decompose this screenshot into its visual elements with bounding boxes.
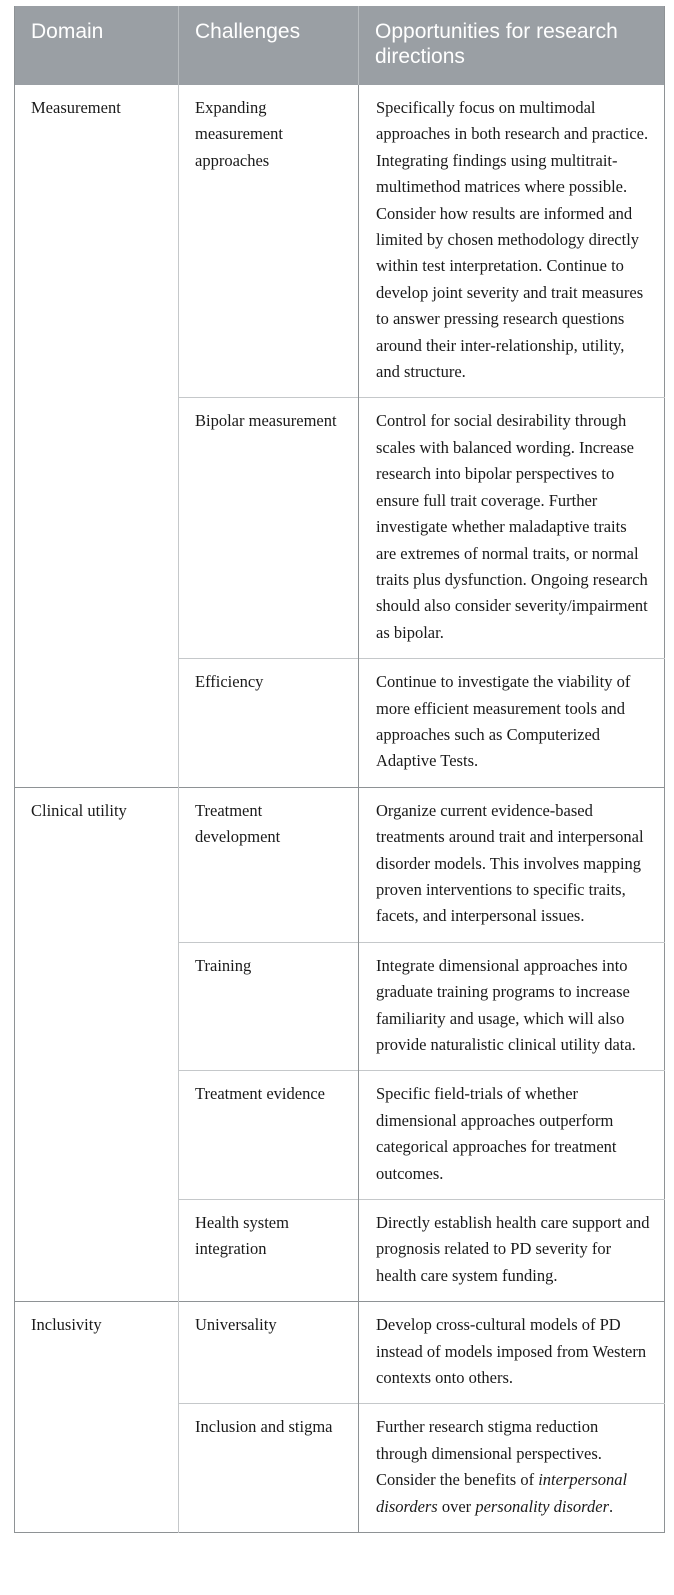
cell-challenge: Treatment evidence	[179, 1071, 359, 1200]
cell-opportunity: Control for social desirability through scales with balanced wording. Increase research into bipolar perspectives to ensure full trait coverage. Further investigate whether maladaptive traits are extremes of normal traits, or normal traits plus dysfunction. Ongoing research should also consider severity/impairment as bipolar.	[359, 398, 665, 659]
cell-opportunity: Integrate dimensional approaches into graduate training programs to increase familiarity and usage, which will also provide naturalistic clinical utility data.	[359, 942, 665, 1071]
cell-challenge: Efficiency	[179, 659, 359, 788]
research-directions-table	[14, 6, 665, 1533]
cell-challenge: Expanding measurement approaches	[179, 85, 359, 398]
cell-opportunity: Organize current evidence-based treatments around trait and interpersonal disorder models. This involves mapping proven interventions to specific traits, facets, and interpersonal issues.	[359, 787, 665, 942]
cell-challenge: Training	[179, 942, 359, 1071]
cell-opportunity	[359, 1404, 665, 1533]
table-body	[15, 85, 665, 1533]
table-header	[15, 6, 665, 85]
table-row	[15, 1302, 665, 1404]
emphasis-text: interpersonal disorders	[376, 1470, 628, 1516]
cell-challenge: Universality	[179, 1302, 359, 1404]
plain-text: over	[437, 1496, 476, 1516]
cell-opportunity: Continue to investigate the viability of more efficient measurement tools and approaches such as Computerized Adaptive Tests.	[359, 659, 665, 788]
cell-challenge: Inclusion and stigma	[179, 1404, 359, 1533]
table-header-row	[15, 6, 665, 85]
column-header-challenges: Challenges	[179, 6, 359, 85]
plain-text: Further research stigma reduction through dimensional perspectives. Consider the benefits of	[376, 1417, 602, 1490]
cell-challenge: Health system integration	[179, 1200, 359, 1302]
cell-domain: Clinical utility	[15, 787, 179, 1302]
cell-opportunity: Specific field-trials of whether dimensional approaches outperform categorical approaches for treatment outcomes.	[359, 1071, 665, 1200]
cell-domain: Inclusivity	[15, 1302, 179, 1533]
table-row	[15, 787, 665, 942]
cell-challenge: Treatment development	[179, 787, 359, 942]
emphasis-text: personality disorder	[475, 1496, 609, 1516]
cell-opportunity: Develop cross-cultural models of PD instead of models imposed from Western contexts onto others.	[359, 1302, 665, 1404]
cell-challenge: Bipolar measurement	[179, 398, 359, 659]
column-header-opportunities: Opportunities for research directions	[359, 6, 665, 85]
cell-opportunity: Directly establish health care support and prognosis related to PD severity for health care system funding.	[359, 1200, 665, 1302]
cell-domain: Measurement	[31, 98, 121, 117]
table-row	[15, 85, 665, 398]
opportunity-text	[376, 1414, 650, 1520]
plain-text: .	[609, 1496, 614, 1516]
column-header-domain: Domain	[15, 6, 179, 85]
cell-opportunity: Specifically focus on multimodal approaches in both research and practice. Integrating findings using multitrait-multimethod matrices where possible. Consider how results are informed and limited by chosen methodology directly within test interpretation. Continue to develop joint severity and trait measures to answer pressing research questions around their inter-relationship, utility, and structure.	[359, 85, 665, 398]
